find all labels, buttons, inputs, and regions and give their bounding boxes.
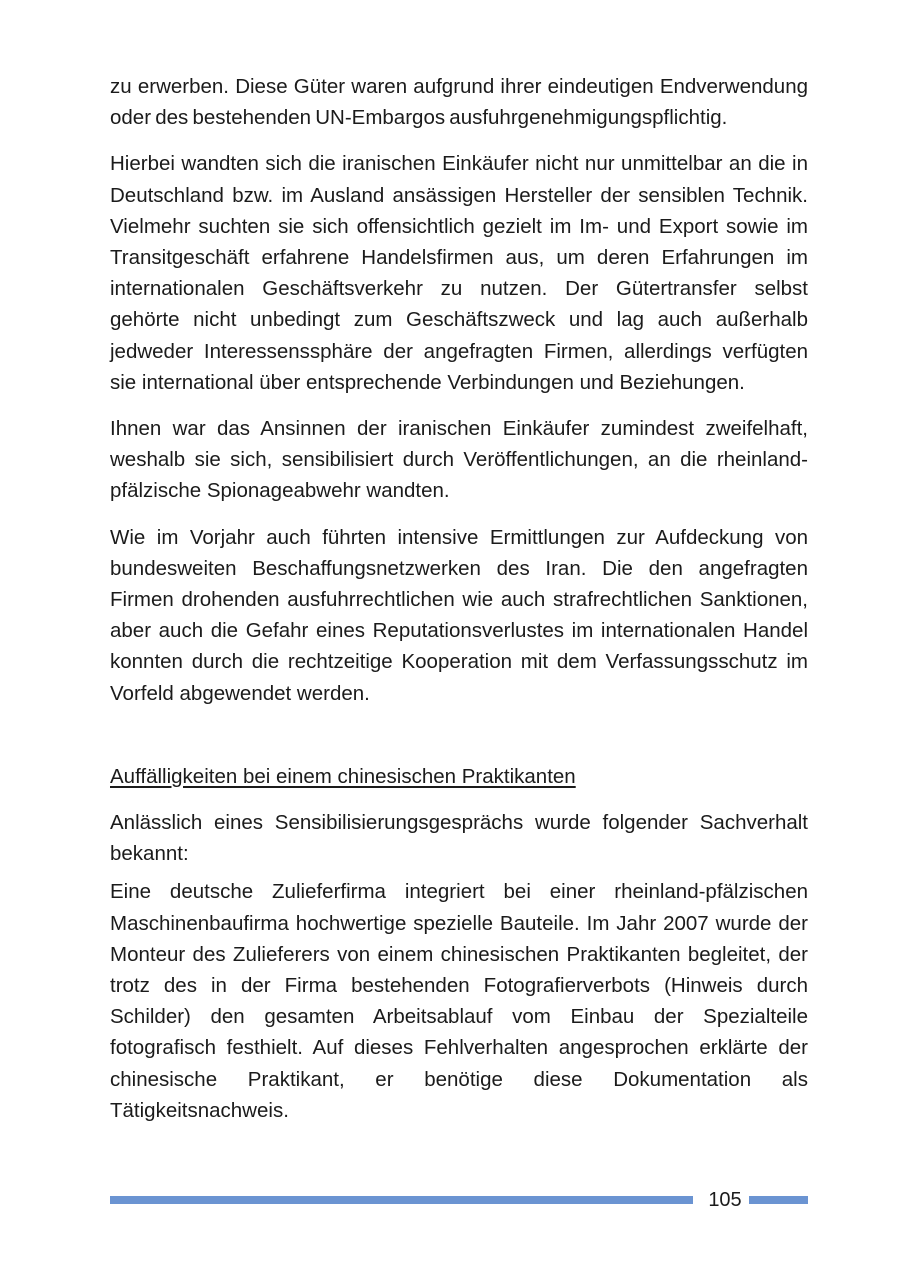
paragraph-iranian-buyers: Hierbei wandten sich die iranischen Einkäufer nicht nur unmittelbar an die in Deutschland bzw. im Ausland ansässigen Hersteller der sensiblen Technik. Vielmehr suchten sie sich offensichtlich gezielt im Im- und Export sowie im Transitgeschäft erfahrene Handelsfirmen aus, um deren Erfahrungen im internationalen Geschäftsverkehr zu nutzen. Der Gütertransfer selbst gehörte nicht unbedingt zum Geschäftszweck und lag auch außerhalb jedweder Interessenssphäre der angefragten Firmen, allerdings verfügten sie international über entsprechende Verbindungen und Beziehungen.: [110, 152, 808, 394]
section-heading: Auffälligkeiten bei einem chinesischen Praktikanten: [110, 764, 576, 788]
document-body: [110, 71, 808, 1141]
page-footer: [110, 1186, 808, 1214]
paragraph-investigations: Wie im Vorjahr auch führten intensive Ermittlungen zur Aufdeckung von bundesweiten Beschaffungsnetzwerken des Iran. Die den angefragten Firmen drohenden ausfuhrrechtlichen wie auch strafrechtlichen Sanktionen, aber auch die Gefahr eines Reputationsverlustes im internationalen Handel konnten durch die rechtzeitige Kooperation mit dem Verfassungsschutz im Vorfeld abgewendet werden.: [110, 525, 808, 705]
paragraph-intern-incident: Eine deutsche Zulieferfirma integriert bei einer rheinland-pfälzischen Maschinenbaufirma hochwertige spezielle Bauteile. Im Jahr 2007 wurde der Monteur des Zulieferers von einem chinesischen Praktikanten begleitet, der trotz des in der Firma bestehenden Fotografierverbots (Hinweis durch Schilder) den gesamten Arbeitsablauf vom Einbau der Spezialteile fotografisch festhielt. Auf dieses Fehlverhalten angesprochen erklärte der chinesische Praktikant, er benötige diese Dokumentation als Tätigkeitsnachweis.: [110, 880, 808, 1122]
footer-accent-bar-left: [110, 1196, 693, 1204]
paragraph-sensitization-talk: Anlässlich eines Sensibilisierungsgesprächs wurde folgender Sachverhalt bekannt:: [110, 811, 808, 866]
footer-accent-bar-right: [749, 1196, 808, 1204]
page-number: 105: [708, 1189, 742, 1211]
paragraph-embargo: zu erwerben. Diese Güter waren aufgrund ihrer eindeutigen Endverwendung oder des bestehenden UN-Embargos ausfuhrgenehmigungspflichtig.: [110, 75, 808, 130]
paragraph-doubtful-request: Ihnen war das Ansinnen der iranischen Einkäufer zumindest zweifelhaft, weshalb sie sich, sensibilisiert durch Veröffentlichungen, an die rheinland-pfälzische Spionageabwehr wandten.: [110, 417, 808, 503]
